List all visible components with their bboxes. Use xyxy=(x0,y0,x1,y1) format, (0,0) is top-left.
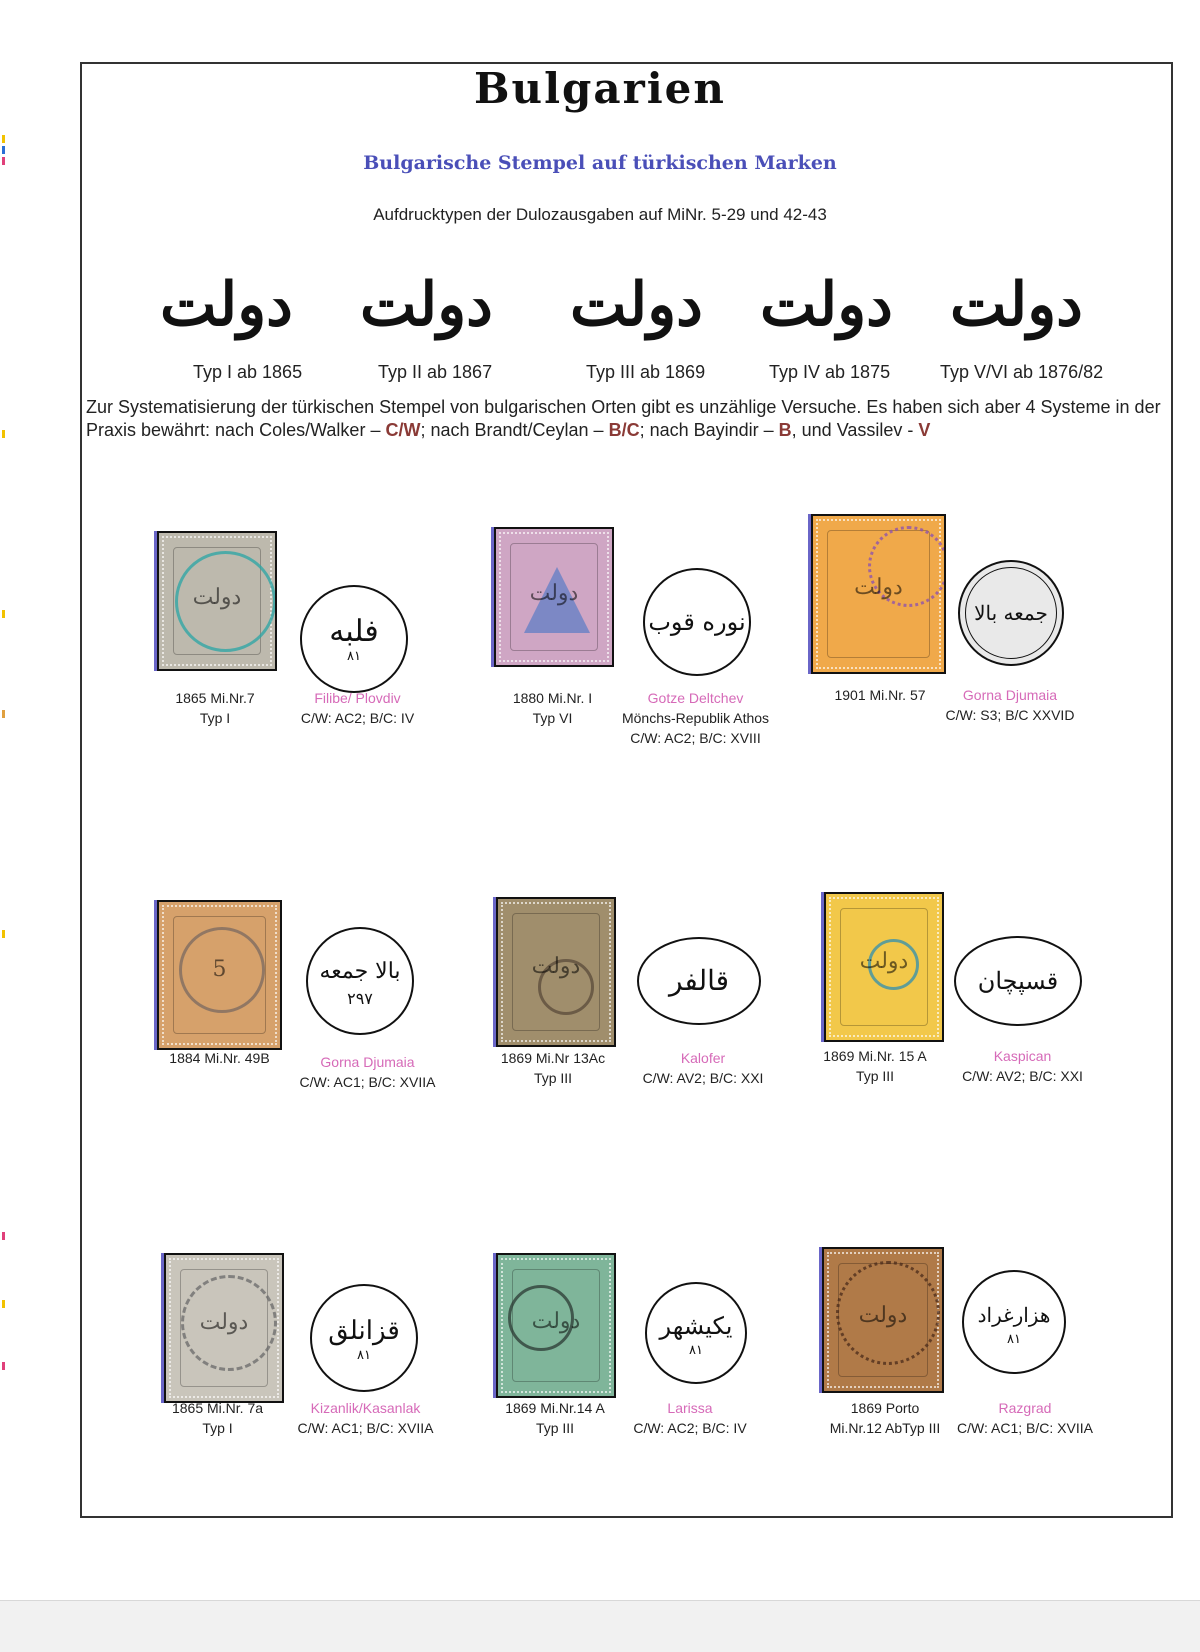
seal-arabic: فلبه xyxy=(329,613,379,649)
stamp-caption xyxy=(150,688,280,728)
stamp-image: دولت xyxy=(811,514,946,674)
postmark-seal xyxy=(954,936,1082,1026)
stamp-caption xyxy=(155,1398,280,1438)
postmark-caption xyxy=(603,688,788,748)
type-label-3: Typ III ab 1869 xyxy=(586,362,706,382)
stamp-image: 5 xyxy=(157,900,282,1050)
stamp-caption xyxy=(490,688,615,728)
catalog-reference: C/W: AV2; B/C: XXI xyxy=(642,1070,764,1086)
place-name: Filibe/ Plovdiv xyxy=(314,690,401,706)
stamp-caption xyxy=(488,1048,618,1088)
scan-mark xyxy=(2,1232,5,1240)
place-name: Razgrad xyxy=(998,1400,1052,1416)
seal-number: ٢٩٧ xyxy=(347,988,373,1008)
stamp-caption xyxy=(157,1048,282,1068)
seal-arabic: جمعه بالا xyxy=(974,601,1048,625)
postmark-seal xyxy=(637,937,761,1025)
system-v: V xyxy=(918,420,931,440)
overprint-caption: Aufdrucktypen der Dulozausgaben auf MiNr. 5-29 und 42-43 xyxy=(373,205,827,224)
stamp-caption xyxy=(815,1398,955,1438)
scan-mark xyxy=(2,710,5,718)
postmark-seal xyxy=(962,1270,1066,1374)
system-bc: B/C xyxy=(608,420,640,440)
stamp-type: Typ III xyxy=(533,1070,573,1086)
seal-arabic: يكيشهر xyxy=(659,1311,733,1340)
overprint-sample-type-2: دولت xyxy=(360,270,493,340)
catalog-reference: C/W: AC2; B/C: IV xyxy=(633,1420,747,1436)
postmark-caption xyxy=(620,1398,760,1438)
scan-bottom-edge xyxy=(0,1600,1200,1652)
scan-mark xyxy=(2,1300,5,1308)
postmark-seal xyxy=(643,568,751,676)
type-label-1: Typ I ab 1865 xyxy=(193,362,303,382)
type-label-2: Typ II ab 1867 xyxy=(378,362,493,382)
catalog-reference: C/W: AC1; B/C: XVIIA xyxy=(297,1420,434,1436)
stamp-caption xyxy=(815,685,945,705)
stamp-type: Typ III xyxy=(535,1420,575,1436)
system-b: B xyxy=(778,420,792,440)
seal-number: ٨١ xyxy=(689,1342,703,1358)
stamp-issue: 1880 Mi.Nr. I xyxy=(512,690,593,706)
place-name: Gorna Djumaia xyxy=(320,1054,415,1070)
postmark-caption xyxy=(280,688,435,728)
stamp-type: Typ VI xyxy=(532,710,573,726)
postmark-caption xyxy=(945,1046,1100,1086)
stamp-issue: 1901 Mi.Nr. 57 xyxy=(834,687,926,703)
scan-mark xyxy=(2,430,5,438)
catalog-reference: Mönchs-Republik Athos xyxy=(621,710,770,726)
seal-arabic: قسپچان xyxy=(977,967,1059,995)
page-title: Bulgarien xyxy=(474,64,726,113)
catalog-reference: C/W: AC2; B/C: IV xyxy=(300,710,415,726)
postmark-caption xyxy=(283,1398,448,1438)
page-subtitle: Bulgarische Stempel auf türkischen Marken xyxy=(363,152,837,174)
type-label-4: Typ IV ab 1875 xyxy=(769,362,891,382)
stamp-image: دولت xyxy=(822,1247,944,1393)
place-name: Kalofer xyxy=(680,1050,726,1066)
seal-arabic: نوره قوب xyxy=(648,608,746,636)
postmark-caption xyxy=(950,1398,1100,1438)
intro-paragraph xyxy=(86,396,1166,442)
postmark-seal xyxy=(306,927,414,1035)
stamp-issue: 1865 Mi.Nr.7 xyxy=(175,690,255,706)
intro-text: Zur Systematisierung der türkischen Stempel von bulgarischen Orten gibt es unzählige Versuche. Es haben sich aber 4 Systeme in der Praxis bewährt: nach Coles/Walker – xyxy=(86,397,1161,440)
postmark-caption xyxy=(285,1052,450,1092)
postmark-caption xyxy=(628,1048,778,1088)
seal-arabic: قزانلق xyxy=(328,1315,400,1346)
place-name: Kaspican xyxy=(993,1048,1052,1064)
catalog-reference: C/W: S3; B/C XXVID xyxy=(945,707,1075,723)
stamp-type: Typ I xyxy=(202,1420,233,1436)
overprint-sample-type-3: دولت xyxy=(570,270,703,340)
stamp-issue: 1865 Mi.Nr. 7a xyxy=(171,1400,264,1416)
catalog-reference: C/W: AV2; B/C: XXI xyxy=(962,1068,1083,1084)
seal-number: ٨١ xyxy=(1007,1331,1021,1347)
intro-text: ; nach Bayindir – xyxy=(639,420,779,440)
stamp-type: Typ I xyxy=(199,710,231,726)
intro-text: ; nach Brandt/Ceylan – xyxy=(420,420,609,440)
place-name: Kizanlik/Kasanlak xyxy=(310,1400,421,1416)
overprint-sample-type-5: دولت xyxy=(950,270,1083,340)
stamp-caption xyxy=(490,1398,620,1438)
postmark-seal xyxy=(958,560,1064,666)
stamp-issue: 1884 Mi.Nr. 49B xyxy=(169,1050,270,1066)
stamp-image: دولت xyxy=(496,1253,616,1398)
intro-text: , und Vassilev - xyxy=(791,420,919,440)
type-label-5: Typ V/VI ab 1876/82 xyxy=(940,362,1104,382)
place-name: Larissa xyxy=(667,1400,713,1416)
stamp-image: دولت xyxy=(496,897,616,1047)
scan-mark xyxy=(2,135,5,143)
stamp-image: دولت xyxy=(824,892,944,1042)
catalog-reference: C/W: AC1; B/C: XVIIA xyxy=(957,1420,1093,1436)
postmark-seal xyxy=(645,1282,747,1384)
postmark-seal xyxy=(310,1284,418,1392)
postmark-seal xyxy=(300,585,408,693)
catalog-reference: C/W: AC1; B/C: XVIIA xyxy=(299,1074,436,1090)
scan-mark xyxy=(2,1362,5,1370)
overprint-sample-type-1: دولت xyxy=(160,270,293,340)
seal-number: ٨١ xyxy=(357,1347,371,1363)
stamp-type: Typ III xyxy=(855,1068,895,1084)
catalog-reference: C/W: AC2; B/C: XVIII xyxy=(630,730,761,746)
system-cw: C/W xyxy=(385,420,421,440)
place-name: Gotze Deltchev xyxy=(647,690,744,706)
stamp-image: دولت xyxy=(164,1253,284,1403)
seal-number: ٨١ xyxy=(347,648,361,664)
stamp-issue: 1869 Porto xyxy=(850,1400,920,1416)
stamp-issue: 1869 Mi.Nr. 15 A xyxy=(823,1048,927,1064)
stamp-issue: 1869 Mi.Nr 13Ac xyxy=(500,1050,606,1066)
place-name: Gorna Djumaia xyxy=(962,687,1058,703)
seal-arabic: هزارغراد xyxy=(977,1302,1051,1327)
seal-arabic: بالا جمعه xyxy=(319,958,401,984)
stamp-issue: 1869 Mi.Nr.14 A xyxy=(505,1400,605,1416)
stamp-type: Mi.Nr.12 AbTyp III xyxy=(829,1420,941,1436)
postmark-caption xyxy=(930,685,1090,725)
seal-arabic: قالفر xyxy=(668,964,730,997)
stamp-image: دولت xyxy=(157,531,277,671)
scan-mark xyxy=(2,610,5,618)
scan-mark xyxy=(2,930,5,938)
overprint-sample-type-4: دولت xyxy=(760,270,893,340)
stamp-caption xyxy=(810,1046,940,1086)
stamp-image: دولت xyxy=(494,527,614,667)
